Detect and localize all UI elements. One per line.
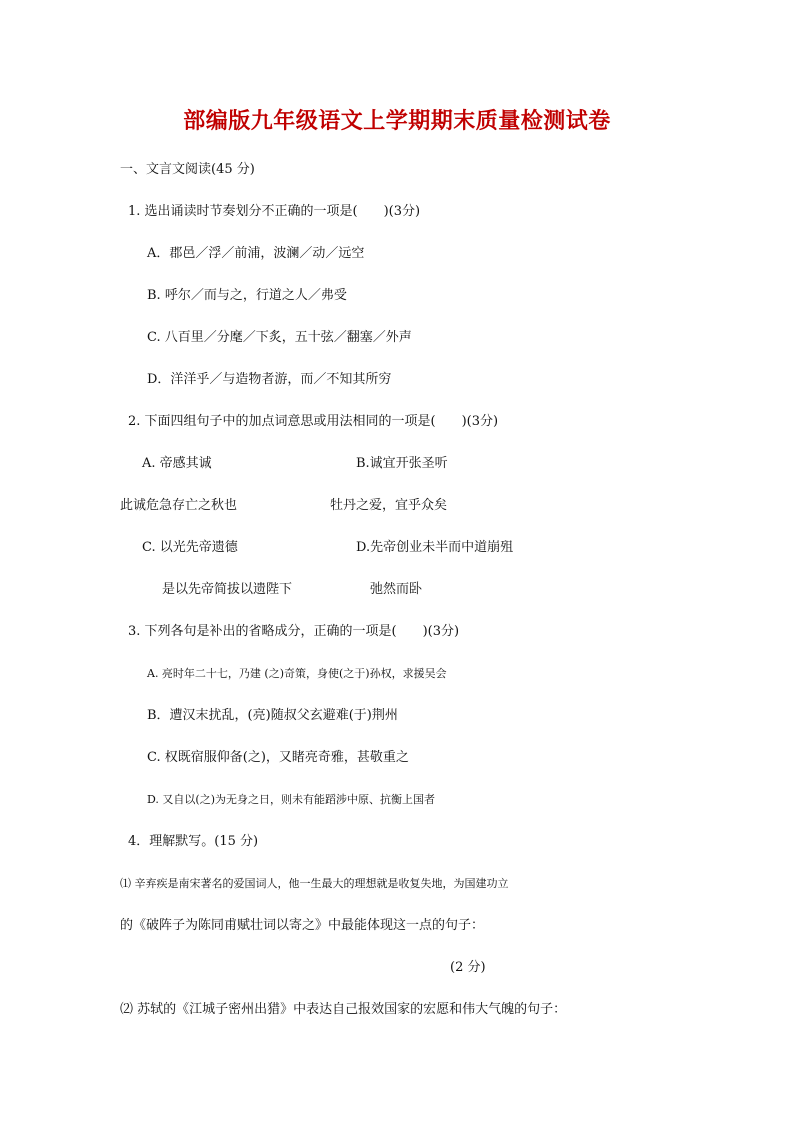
question-4-part-1-line1: ⑴ 辛弃疾是南宋著名的爱国词人，他一生最大的理想就是收复失地，为国建功立 (120, 877, 509, 890)
question-2-option-d-line1: D.先帝创业未半而中道崩殂 (356, 540, 514, 555)
question-3-option-b: B．遭汉末扰乱，(亮)随叔父玄避难(于)荆州 (147, 708, 398, 723)
question-2-option-a-line1: A. 帝感其诚 (142, 456, 212, 471)
question-1-stem: 1. 选出诵读时节奏划分不正确的一项是( )(3分) (128, 204, 421, 219)
question-2-option-d-line2: 弛然而卧 (370, 582, 423, 597)
section-heading: 一、文言文阅读(45 分) (120, 162, 255, 177)
question-3-stem: 3. 下列各句是补出的省略成分，正确的一项是( )(3分) (128, 624, 460, 639)
question-2-option-a-line2: 此诚危急存亡之秋也 (120, 498, 238, 513)
question-2-option-c-line1: C. 以光先帝遗德 (142, 540, 238, 555)
question-4-part-1-score: (2 分) (450, 960, 486, 975)
question-2-option-b-line1: B.诚宜开张圣听 (356, 456, 448, 471)
question-1-option-a: A．郡邑／浮／前浦，波澜／动／远空 (147, 246, 365, 261)
question-2-option-b-line2: 牡丹之爱，宜乎众矣 (330, 498, 448, 513)
question-2-option-c-line2: 是以先帝简拔以遗陛下 (162, 582, 293, 597)
question-2-stem: 2. 下面四组句子中的加点词意思或用法相同的一项是( )(3分) (128, 414, 499, 429)
page-title: 部编版九年级语文上学期期末质量检测试卷 (183, 108, 611, 134)
question-4-part-1-line2: 的《破阵子为陈同甫赋壮词以寄之》中最能体现这一点的句子： (120, 918, 485, 933)
question-4-stem: 4．理解默写。(15 分) (128, 834, 259, 849)
question-3-option-a: A. 亮时年二十七，乃建 (之)奇策，身使(之于)孙权，求援吴会 (147, 667, 447, 680)
question-1-option-b: B. 呼尔／而与之，行道之人／弗受 (147, 288, 347, 303)
question-3-option-d: D. 又自以(之)为无身之日，则未有能蹈涉中原、抗衡上国者 (147, 793, 436, 806)
question-1-option-d: D．洋洋乎／与造物者游，而／不知其所穷 (147, 372, 392, 387)
question-1-option-c: C. 八百里／分麾／下炙，五十弦／翻塞／外声 (147, 330, 412, 345)
question-3-option-c: C. 权既宿服仰备(之)，又睹亮奇雅，甚敬重之 (147, 750, 409, 765)
question-4-part-2: ⑵ 苏轼的《江城子密州出猎》中表达自己报效国家的宏愿和伟大气魄的句子： (120, 1002, 567, 1017)
